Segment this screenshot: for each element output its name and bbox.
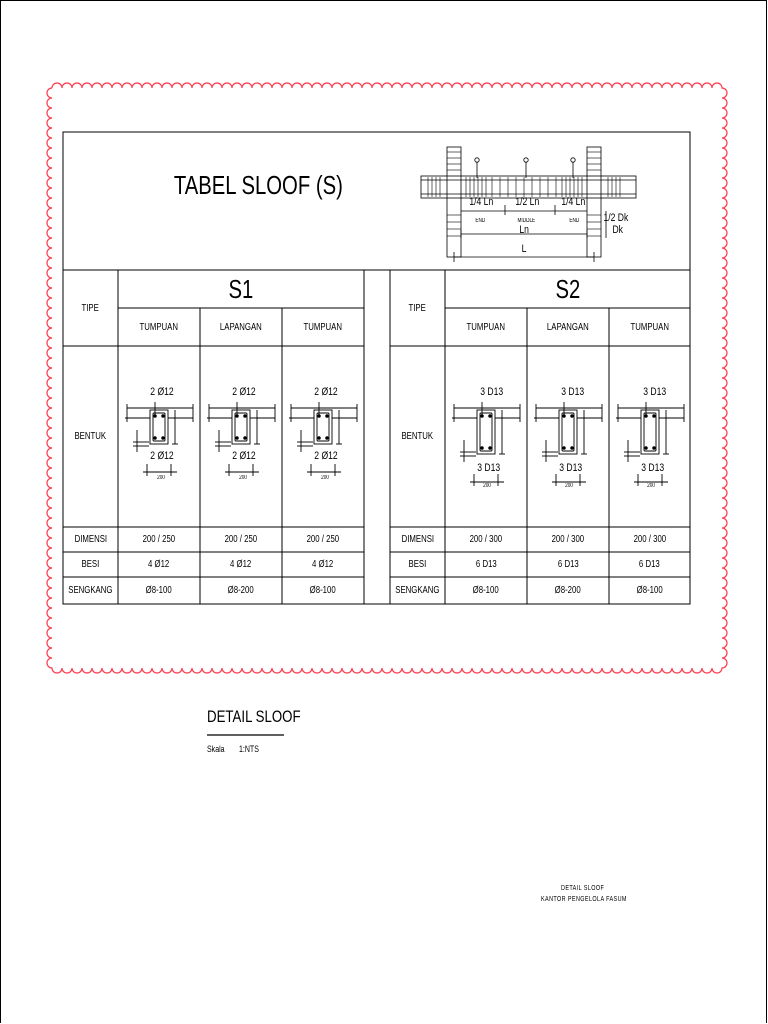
s2-row-label-dimensi: DIMENSI bbox=[401, 534, 434, 545]
s1-top-bars-1: 2 Ø12 bbox=[150, 386, 174, 398]
s2-sengkang-2: Ø8-200 bbox=[554, 585, 582, 596]
s2-bottom-bars-1: 3 D13 bbox=[477, 462, 501, 474]
s1-bottom-bars-1: 2 Ø12 bbox=[150, 450, 174, 462]
elevation-label-quarter-left: 1/4 Ln bbox=[469, 196, 494, 208]
s2-top-bars-3: 3 D13 bbox=[643, 386, 667, 398]
s2-width-dim-2: 200 bbox=[565, 483, 573, 489]
s1-row-label-besi: BESI bbox=[81, 559, 100, 570]
s1-sengkang-2: Ø8-200 bbox=[227, 585, 255, 596]
s2-dimensi-3: 200 / 300 bbox=[633, 534, 666, 545]
s1-sengkang-3: Ø8-100 bbox=[309, 585, 337, 596]
s1-besi-2: 4 Ø12 bbox=[230, 559, 252, 570]
s2-bentuk-label: BENTUK bbox=[401, 431, 434, 442]
detail-scale-value: 1:NTS bbox=[239, 744, 259, 754]
elevation-l: L bbox=[521, 243, 527, 255]
s1-type-name: S1 bbox=[228, 273, 254, 304]
s2-width-dim-3: 200 bbox=[647, 483, 655, 489]
elevation-side-top: 1/2 Dk bbox=[603, 212, 629, 224]
s1-bentuk-label: BENTUK bbox=[74, 431, 107, 442]
elevation-label-quarter-right: 1/4 Ln bbox=[561, 196, 586, 208]
s1-top-bars-3: 2 Ø12 bbox=[314, 386, 338, 398]
s2-type-name: S2 bbox=[555, 273, 580, 304]
elevation-zone-middle: MIDDLE bbox=[517, 218, 536, 224]
s2-tipe-label: TIPE bbox=[408, 302, 427, 314]
s2-dimensi-2: 200 / 300 bbox=[551, 534, 585, 545]
s1-sengkang-1: Ø8-100 bbox=[145, 585, 173, 596]
s1-bottom-bars-3: 2 Ø12 bbox=[314, 450, 338, 462]
detail-title: DETAIL SLOOF bbox=[207, 707, 301, 726]
s1-row-label-dimensi: DIMENSI bbox=[74, 534, 107, 545]
s2-width-dim-1: 200 bbox=[483, 483, 491, 489]
s2-top-bars-1: 3 D13 bbox=[480, 386, 504, 398]
s2-position-3: TUMPUAN bbox=[630, 321, 669, 333]
elevation-zone-end-right: END bbox=[569, 218, 580, 224]
elevation-zone-end-left: END bbox=[475, 218, 486, 224]
table-title: TABEL SLOOF (S) bbox=[173, 170, 343, 200]
elevation-ln: Ln bbox=[519, 224, 529, 236]
s1-position-3: TUMPUAN bbox=[303, 321, 343, 333]
s1-sections bbox=[125, 402, 357, 476]
s1-width-dim-3: 200 bbox=[321, 475, 329, 481]
s2-position-1: TUMPUAN bbox=[466, 321, 506, 333]
s2-row-label-sengkang: SENGKANG bbox=[395, 585, 440, 596]
s2-position-2: LAPANGAN bbox=[547, 321, 589, 333]
s2-dimensi-1: 200 / 300 bbox=[469, 534, 503, 545]
s2-top-bars-2: 3 D13 bbox=[561, 386, 585, 398]
s1-width-dim-2: 200 bbox=[239, 475, 247, 481]
title-block-line1: DETAIL SLOOF bbox=[561, 885, 605, 892]
s2-sengkang-3: Ø8-100 bbox=[636, 585, 663, 596]
s1-tipe-label: TIPE bbox=[81, 302, 100, 314]
title-block-line2: KANTOR PENGELOLA FASUM bbox=[541, 896, 627, 903]
s1-top-bars-2: 2 Ø12 bbox=[232, 386, 256, 398]
s2-sengkang-1: Ø8-100 bbox=[472, 585, 500, 596]
elevation-label-half: 1/2 Ln bbox=[515, 196, 540, 208]
s1-dimensi-3: 200 / 250 bbox=[306, 534, 340, 545]
s1-width-dim-1: 200 bbox=[157, 475, 165, 481]
s2-row-label-besi: BESI bbox=[408, 559, 427, 570]
s1-dimensi-1: 200 / 250 bbox=[142, 534, 176, 545]
elevation-side-bottom: Dk bbox=[612, 224, 623, 236]
s1-bottom-bars-2: 2 Ø12 bbox=[232, 450, 256, 462]
s1-position-2: LAPANGAN bbox=[220, 321, 262, 333]
s1-position-1: TUMPUAN bbox=[139, 321, 179, 333]
s1-besi-3: 4 Ø12 bbox=[312, 559, 334, 570]
s1-dimensi-2: 200 / 250 bbox=[224, 534, 258, 545]
s1-row-label-sengkang: SENGKANG bbox=[68, 585, 113, 596]
s2-bottom-bars-3: 3 D13 bbox=[641, 462, 665, 474]
detail-scale-label: Skala bbox=[207, 744, 225, 754]
s2-besi-3: 6 D13 bbox=[639, 559, 660, 570]
s1-besi-1: 4 Ø12 bbox=[148, 559, 170, 570]
s2-besi-2: 6 D13 bbox=[557, 559, 579, 570]
s2-bottom-bars-2: 3 D13 bbox=[559, 462, 583, 474]
s2-besi-1: 6 D13 bbox=[475, 559, 497, 570]
